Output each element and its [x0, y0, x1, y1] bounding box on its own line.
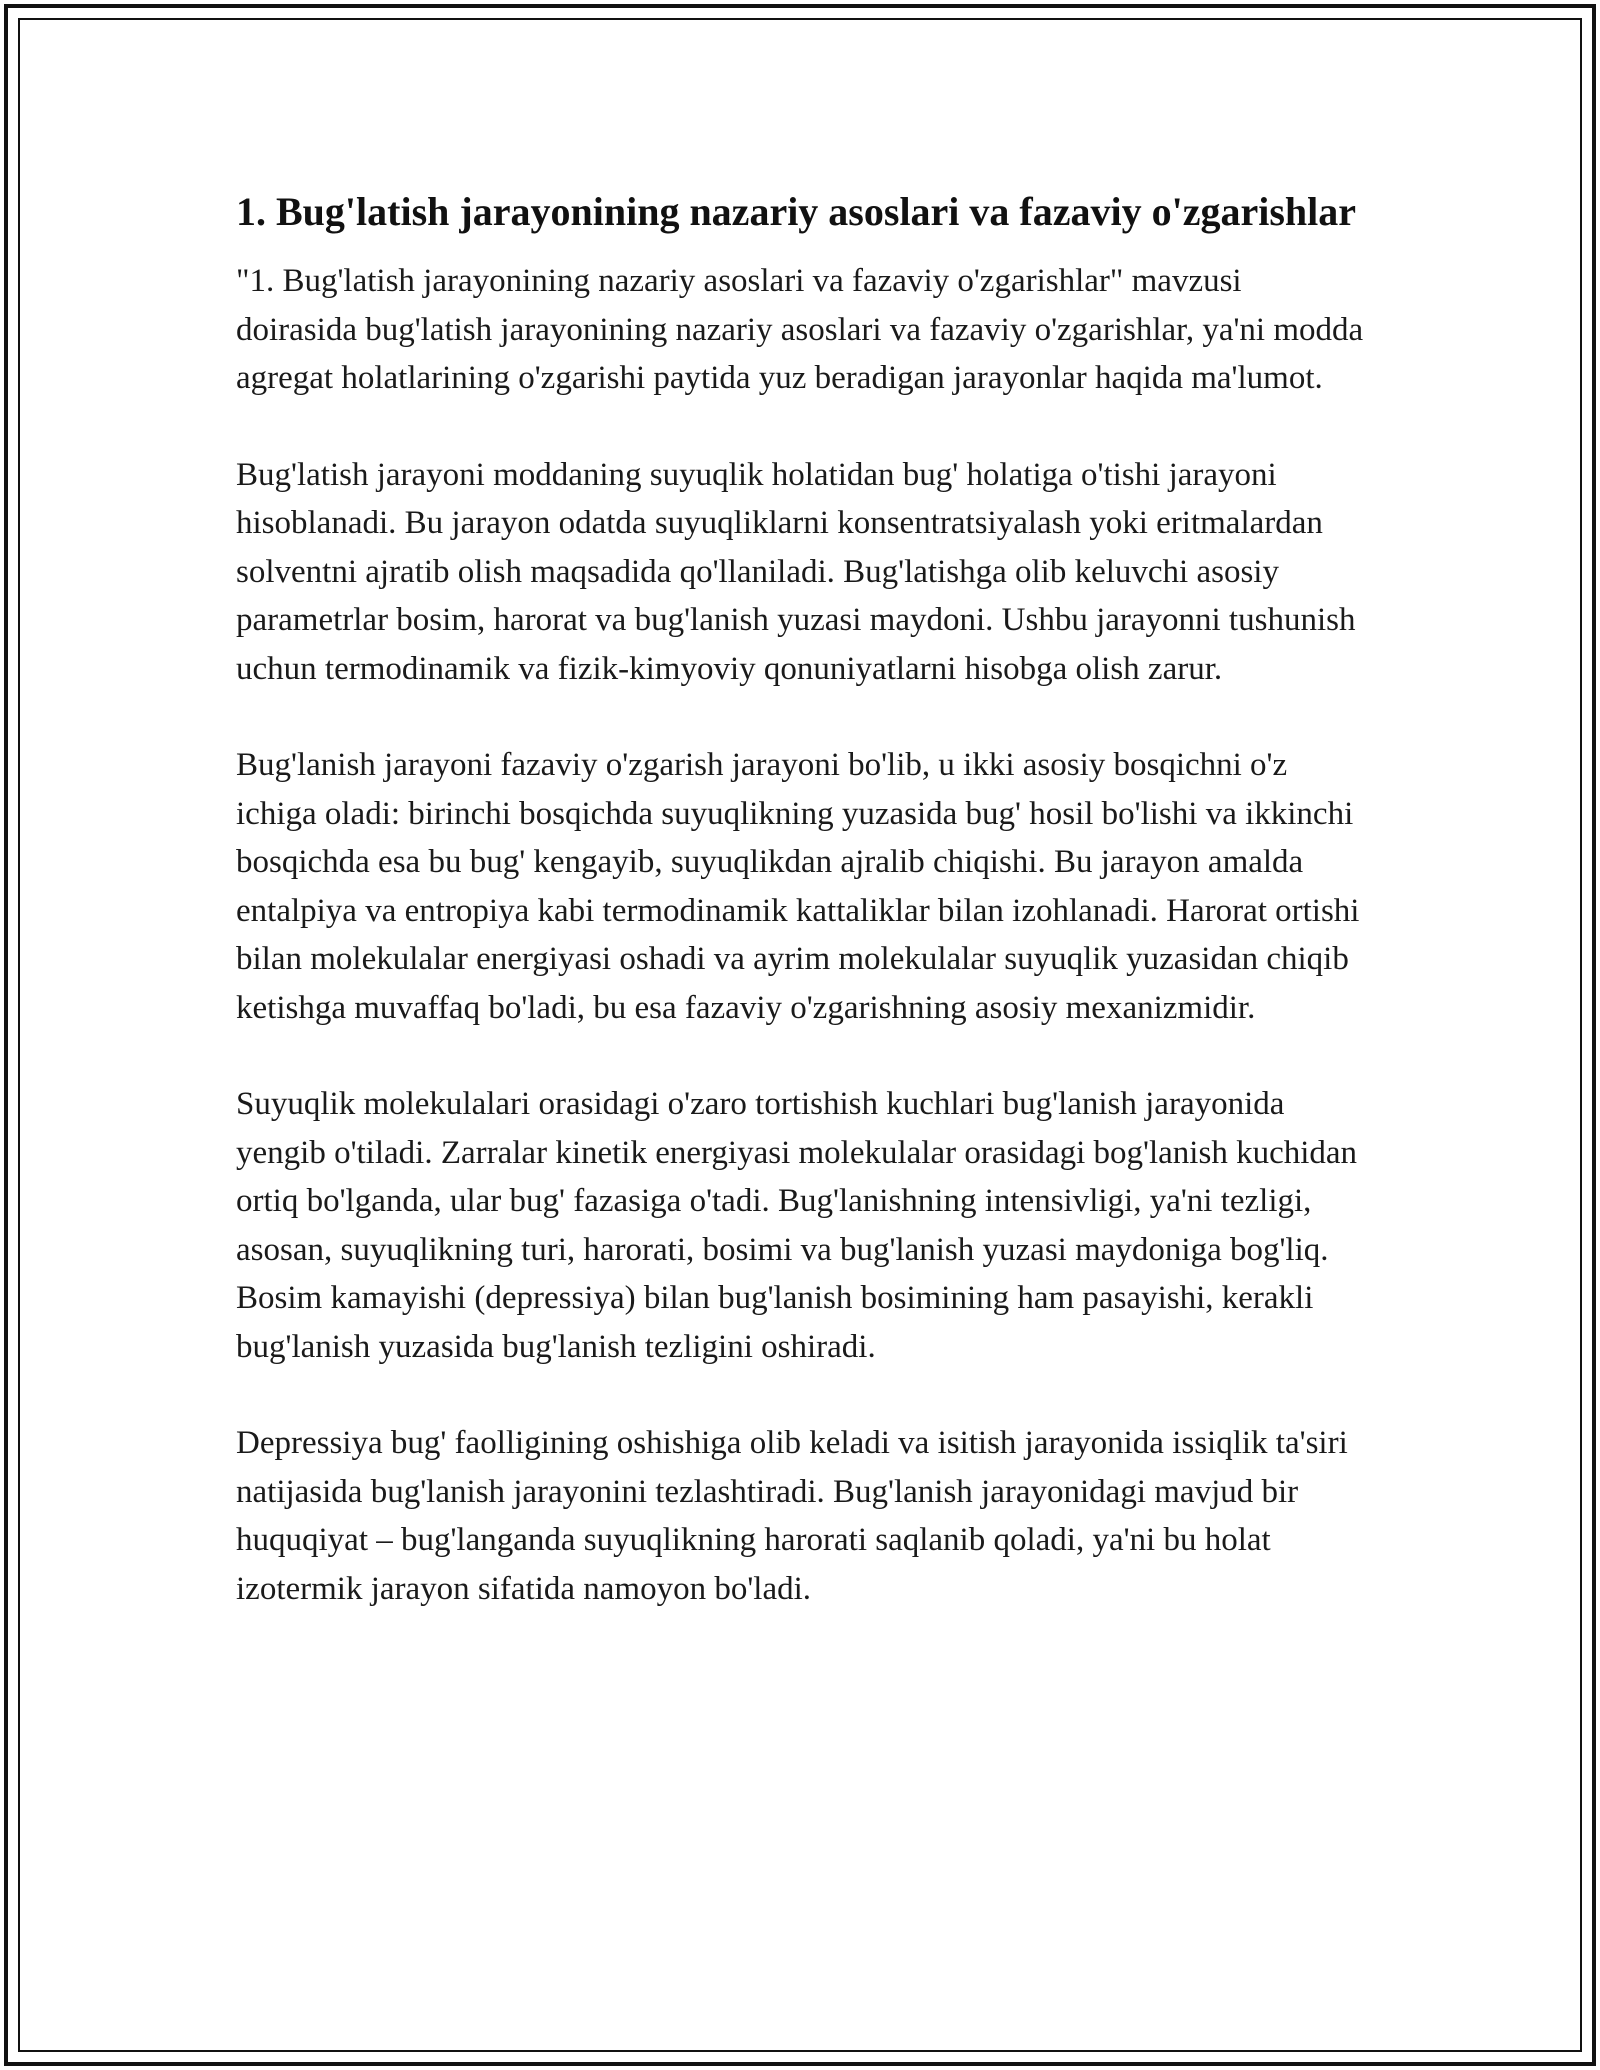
- paragraph-3: Bug'lanish jarayoni fazaviy o'zgarish jarayoni bo'lib, u ikki asosiy bosqichni o'z ichiga oladi: birinchi bosqichda suyuqlikning yuzasida bug' hosil bo'lishi va ikkinchi bosqichda esa bu bug' kengayib, suyuqlikdan ajralib chiqishi. Bu jarayon amalda entalpiya va entropiya kabi termodinamik kattaliklar bilan izohlanadi. Harorat ortishi bilan molekulalar energiyasi oshadi va ayrim molekulalar suyuqlik yuzasidan chiqib ketishga muvaffaq bo'ladi, bu esa fazaviy o'zgarishning asosiy mexanizmidir.: [236, 747, 1360, 1026]
- section-heading: 1. Bug'latish jarayonining nazariy asoslari va fazaviy o'zgarishlar: [236, 189, 1357, 234]
- document-body: [236, 184, 1366, 1661]
- paragraph-4: Suyuqlik molekulalari orasidagi o'zaro tortishish kuchlari bug'lanish jarayonida yengib o'tiladi. Zarralar kinetik energiyasi molekulalar orasidagi bog'lanish kuchidan ortiq bo'lganda, ular bug' fazasiga o'tadi. Bug'lanishning intensivligi, ya'ni tezligi, asosan, suyuqlikning turi, harorati, bosimi va bug'lanish yuzasi maydoniga bog'liq. Bosim kamayishi (depressiya) bilan bug'lanish bosimining ham pasayishi, kerakli bug'lanish yuzasida bug'lanish tezligini oshiradi.: [236, 1086, 1358, 1365]
- paragraph-2: Bug'latish jarayoni moddaning suyuqlik holatidan bug' holatiga o'tishi jarayoni hisoblanadi. Bu jarayon odatda suyuqliklarni konsentratsiyalash yoki eritmalardan solventni ajratib olish maqsadida qo'llaniladi. Bug'latishga olib keluvchi asosiy parametrlar bosim, harorat va bug'lanish yuzasi maydoni. Ushbu jarayonni tushunish uchun termodinamik va fizik-kimyoviy qonuniyatlarni hisobga olish zarur.: [236, 456, 1356, 687]
- paragraph-5: Depressiya bug' faolligining oshishiga olib keladi va isitish jarayonida issiqlik ta'siri natijasida bug'lanish jarayonini tezlashtiradi. Bug'lanish jarayonidagi mavjud bir huquqiyat – bug'langanda suyuqlikning harorati saqlanib qoladi, ya'ni bu holat izotermik jarayon sifatida namoyon bo'ladi.: [236, 1425, 1348, 1607]
- paragraph-1: "1. Bug'latish jarayonining nazariy asoslari va fazaviy o'zgarishlar" mavzusi doirasida bug'latish jarayonining nazariy asoslari va fazaviy o'zgarishlar, ya'ni modda agregat holatlarining o'zgarishi paytida yuz beradigan jarayonlar haqida ma'lumot.: [236, 263, 1364, 396]
